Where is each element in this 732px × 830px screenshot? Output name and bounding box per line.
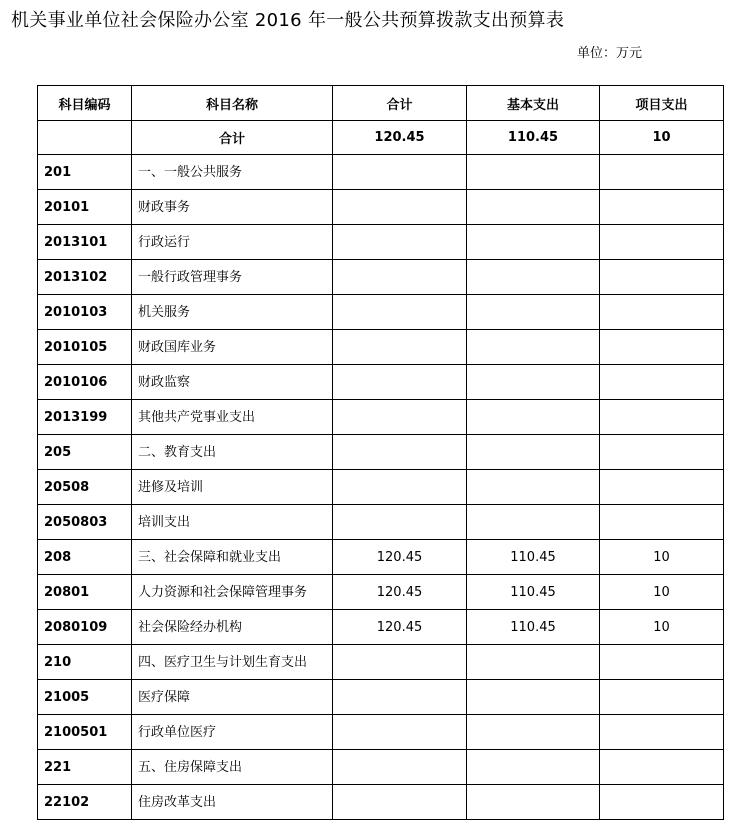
code-cell: 2010105 xyxy=(38,330,132,365)
total-row xyxy=(38,121,724,155)
table-row xyxy=(38,295,724,330)
code-cell: 20508 xyxy=(38,470,132,505)
name-cell: 财政事务 xyxy=(132,190,333,225)
project-cell xyxy=(600,330,724,365)
total-cell xyxy=(333,505,467,540)
name-cell: 行政单位医疗 xyxy=(132,715,333,750)
project-cell xyxy=(600,715,724,750)
project-cell xyxy=(600,365,724,400)
total-cell xyxy=(333,680,467,715)
project-cell xyxy=(600,645,724,680)
table-row xyxy=(38,330,724,365)
total-cell xyxy=(333,645,467,680)
header-basic: 基本支出 xyxy=(467,86,600,121)
basic-cell xyxy=(467,645,600,680)
header-code: 科目编码 xyxy=(38,86,132,121)
table-row xyxy=(38,365,724,400)
table-row xyxy=(38,260,724,295)
table-row xyxy=(38,540,724,575)
basic-cell xyxy=(467,750,600,785)
total-project: 10 xyxy=(600,121,724,155)
project-cell xyxy=(600,225,724,260)
name-cell: 机关服务 xyxy=(132,295,333,330)
total-cell: 120.45 xyxy=(333,610,467,645)
code-cell: 2010106 xyxy=(38,365,132,400)
basic-cell xyxy=(467,295,600,330)
project-cell xyxy=(600,295,724,330)
total-amount: 120.45 xyxy=(333,121,467,155)
code-cell: 2080109 xyxy=(38,610,132,645)
project-cell: 10 xyxy=(600,610,724,645)
name-cell: 培训支出 xyxy=(132,505,333,540)
name-cell: 三、社会保障和就业支出 xyxy=(132,540,333,575)
table-row xyxy=(38,750,724,785)
name-cell: 进修及培训 xyxy=(132,470,333,505)
name-cell: 二、教育支出 xyxy=(132,435,333,470)
project-cell: 10 xyxy=(600,575,724,610)
total-cell xyxy=(333,715,467,750)
basic-cell xyxy=(467,190,600,225)
project-cell xyxy=(600,400,724,435)
total-cell xyxy=(333,435,467,470)
basic-cell xyxy=(467,785,600,820)
name-cell: 医疗保障 xyxy=(132,680,333,715)
header-total: 合计 xyxy=(333,86,467,121)
name-cell: 人力资源和社会保障管理事务 xyxy=(132,575,333,610)
basic-cell xyxy=(467,400,600,435)
total-basic: 110.45 xyxy=(467,121,600,155)
name-cell: 行政运行 xyxy=(132,225,333,260)
total-cell xyxy=(333,750,467,785)
table-row xyxy=(38,575,724,610)
project-cell xyxy=(600,680,724,715)
name-cell: 住房改革支出 xyxy=(132,785,333,820)
project-cell xyxy=(600,505,724,540)
code-cell: 208 xyxy=(38,540,132,575)
basic-cell xyxy=(467,435,600,470)
code-cell: 205 xyxy=(38,435,132,470)
basic-cell: 110.45 xyxy=(467,575,600,610)
total-cell xyxy=(333,190,467,225)
name-cell: 财政国库业务 xyxy=(132,330,333,365)
basic-cell: 110.45 xyxy=(467,610,600,645)
table-row xyxy=(38,190,724,225)
basic-cell: 110.45 xyxy=(467,540,600,575)
total-cell xyxy=(333,295,467,330)
code-cell: 2013101 xyxy=(38,225,132,260)
project-cell xyxy=(600,190,724,225)
basic-cell xyxy=(467,680,600,715)
header-project: 项目支出 xyxy=(600,86,724,121)
table-row xyxy=(38,225,724,260)
page-title: 机关事业单位社会保险办公室 2016 年一般公共预算拨款支出预算表 xyxy=(11,10,565,31)
basic-cell xyxy=(467,505,600,540)
name-cell: 五、住房保障支出 xyxy=(132,750,333,785)
basic-cell xyxy=(467,365,600,400)
name-cell: 一、一般公共服务 xyxy=(132,155,333,190)
total-cell xyxy=(333,330,467,365)
name-cell: 其他共产党事业支出 xyxy=(132,400,333,435)
project-cell xyxy=(600,260,724,295)
code-cell: 2100501 xyxy=(38,715,132,750)
table-row xyxy=(38,645,724,680)
total-cell xyxy=(333,470,467,505)
table-row xyxy=(38,505,724,540)
basic-cell xyxy=(467,155,600,190)
name-cell: 社会保险经办机构 xyxy=(132,610,333,645)
project-cell xyxy=(600,750,724,785)
total-cell xyxy=(333,400,467,435)
code-cell: 20801 xyxy=(38,575,132,610)
code-cell: 22102 xyxy=(38,785,132,820)
table-row xyxy=(38,715,724,750)
code-cell: 20101 xyxy=(38,190,132,225)
basic-cell xyxy=(467,715,600,750)
header-name: 科目名称 xyxy=(132,86,333,121)
basic-cell xyxy=(467,470,600,505)
project-cell: 10 xyxy=(600,540,724,575)
basic-cell xyxy=(467,330,600,365)
basic-cell xyxy=(467,260,600,295)
code-cell: 210 xyxy=(38,645,132,680)
code-cell: 21005 xyxy=(38,680,132,715)
table-row xyxy=(38,610,724,645)
total-cell xyxy=(333,785,467,820)
table-row xyxy=(38,400,724,435)
table-row xyxy=(38,435,724,470)
total-cell: 120.45 xyxy=(333,575,467,610)
code-cell: 2050803 xyxy=(38,505,132,540)
code-cell: 221 xyxy=(38,750,132,785)
name-cell: 四、医疗卫生与计划生育支出 xyxy=(132,645,333,680)
code-cell: 201 xyxy=(38,155,132,190)
project-cell xyxy=(600,470,724,505)
name-cell: 财政监察 xyxy=(132,365,333,400)
table-row xyxy=(38,680,724,715)
code-cell: 2013102 xyxy=(38,260,132,295)
total-cell xyxy=(333,365,467,400)
unit-label: 单位：万元 xyxy=(577,46,643,61)
total-cell: 120.45 xyxy=(333,540,467,575)
total-cell xyxy=(333,260,467,295)
project-cell xyxy=(600,785,724,820)
code-cell: 2010103 xyxy=(38,295,132,330)
project-cell xyxy=(600,435,724,470)
table-header-row xyxy=(38,86,724,121)
total-cell xyxy=(333,155,467,190)
table-row xyxy=(38,470,724,505)
project-cell xyxy=(600,155,724,190)
total-code-cell xyxy=(38,121,132,155)
basic-cell xyxy=(467,225,600,260)
code-cell: 2013199 xyxy=(38,400,132,435)
table-row xyxy=(38,155,724,190)
budget-table xyxy=(37,85,724,820)
name-cell: 一般行政管理事务 xyxy=(132,260,333,295)
total-cell xyxy=(333,225,467,260)
table-row xyxy=(38,785,724,820)
total-label: 合计 xyxy=(132,121,333,155)
